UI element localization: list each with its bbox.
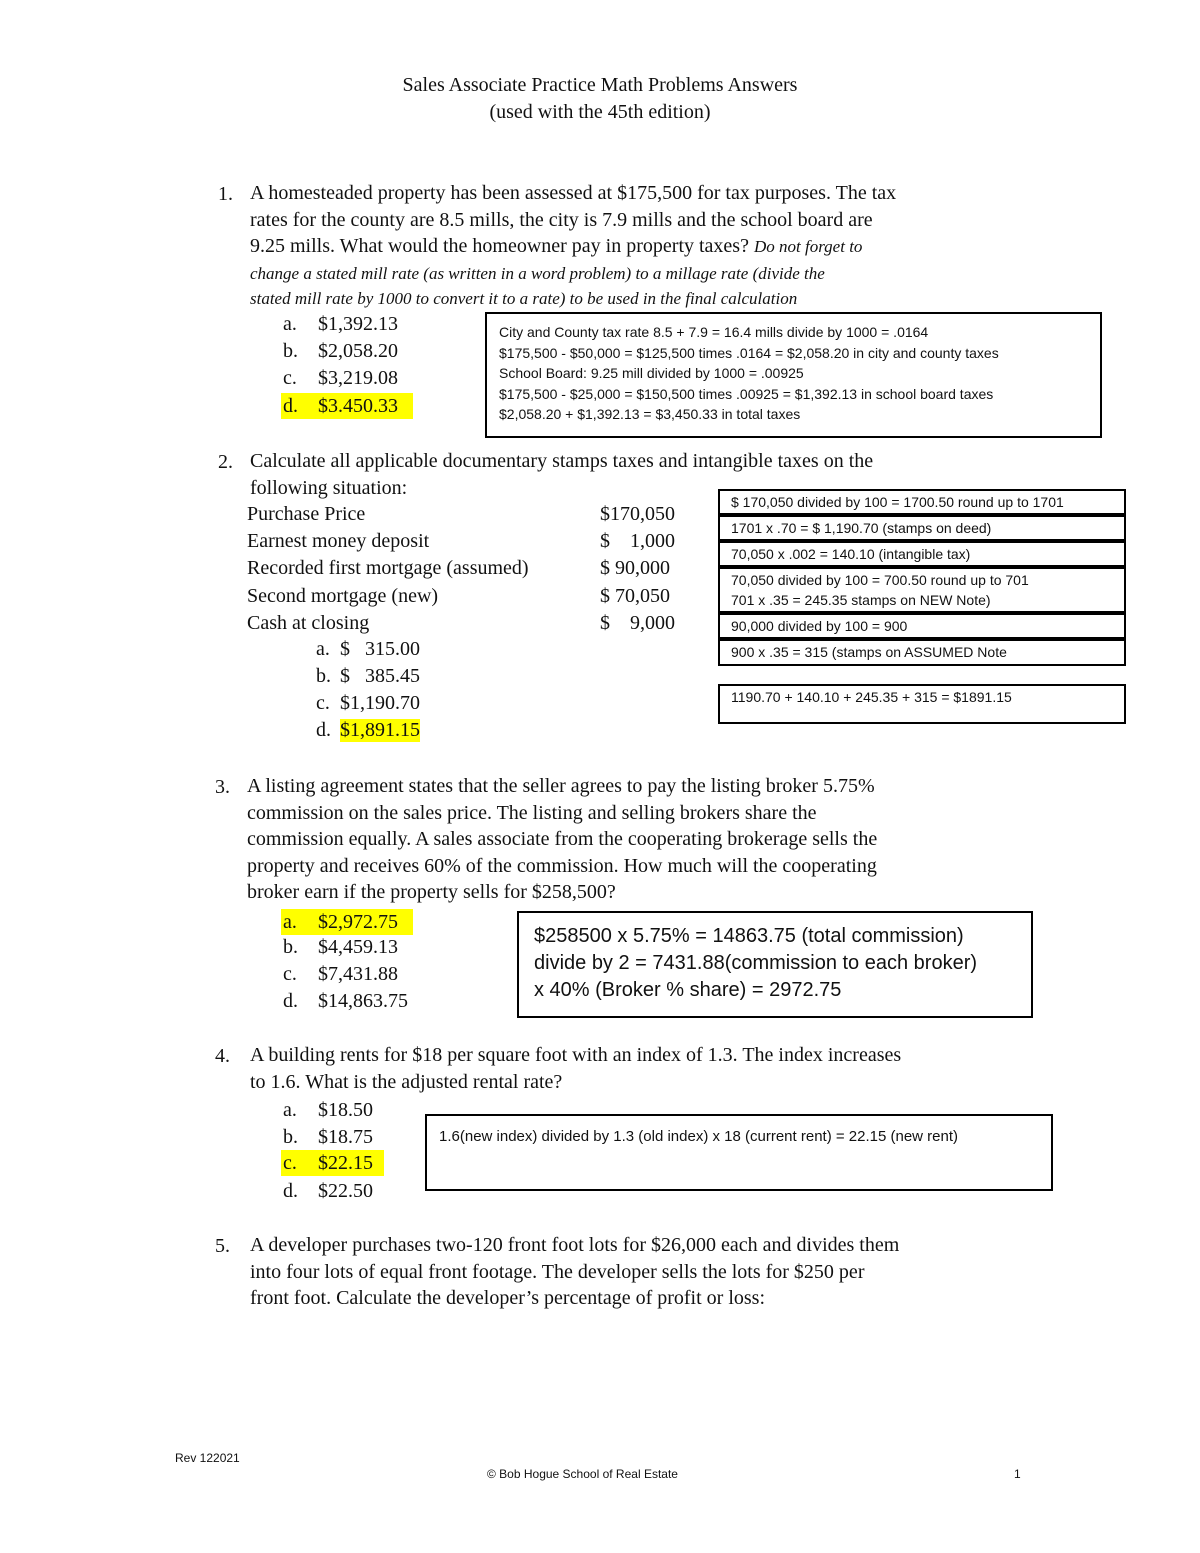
option-letter: c. [283,963,297,985]
option-value: $18.75 [318,1126,373,1148]
solution-line: $175,500 - $50,000 = $125,500 times .0164 = $2,058.20 in city and county taxes [499,344,999,361]
option-letter: c. [316,692,330,714]
solution-step: $ 170,050 divided by 100 = 1700.50 round up to 1701 [718,489,1126,515]
page-subtitle: (used with the 45th edition) [489,101,711,123]
question-1-text [250,180,896,260]
row-label: Purchase Price [247,503,366,525]
correct-answer-highlight: $1,891.15 [340,719,420,741]
copyright: © Bob Hogue School of Real Estate [487,1467,678,1481]
solution-line: School Board: 9.25 mill divided by 1000 = .00925 [499,365,804,381]
solution-line: City and County tax rate 8.5 + 7.9 = 16.4 mills divide by 1000 = .0164 [499,324,929,340]
option-letter: d. [283,990,298,1012]
option-value: $14,863.75 [318,990,408,1012]
option-letter: a. [316,638,330,660]
option-letter: a. [283,1099,297,1121]
solution-line: $175,500 - $25,000 = $150,500 times .00925 = $1,392.13 in school board taxes [499,385,994,402]
option-letter: a. [283,911,297,933]
row-amount: $170,050 [600,503,675,525]
solution-step: 90,000 divided by 100 = 900 [718,613,1126,639]
question-line: A homesteaded property has been assessed at $175,500 for tax purposes. The tax [250,182,897,204]
solution-step: 70,050 x .002 = 140.10 (intangible tax) [718,541,1126,567]
question-4-number: 4. [215,1045,230,1067]
question-line: rates for the county are 8.5 mills, the city is 7.9 mills and the school board are [250,208,873,231]
option-letter: d. [283,1180,298,1202]
worked-solution-box [485,312,1102,438]
option-letter: c. [283,1152,297,1174]
option-letter: c. [283,367,297,389]
question-line: commission equally. A sales associate from the cooperating brokerage sells the [247,828,878,850]
option-letter: b. [316,665,331,687]
question-5-number: 5. [215,1235,230,1257]
solution-step: 900 x .35 = 315 (stamps on ASSUMED Note [718,639,1126,666]
page-title: Sales Associate Practice Math Problems Answers [402,74,798,96]
question-line: A building rents for $18 per square foot with an index of 1.3. The index increases [250,1044,902,1066]
option-value: $22.50 [318,1180,373,1202]
correct-answer-highlight [281,909,413,935]
row-label: Second mortgage (new) [247,585,439,607]
question-4-text [250,1042,901,1095]
worked-solution-box [425,1114,1053,1191]
question-line: commission on the sales price. The listing and selling brokers share the [247,801,817,824]
question-3-number: 3. [215,776,230,798]
page-number: 1 [1014,1467,1021,1481]
row-amount: $ 70,050 [600,585,670,607]
question-line: broker earn if the property sells for $258,500? [247,881,616,903]
option-value: $2,058.20 [318,340,398,362]
question-line: A developer purchases two-120 front foot lots for $26,000 each and divides them [250,1234,900,1256]
question-line: into four lots of equal front footage. The developer sells the lots for $250 per [250,1260,865,1283]
solution-step: 1701 x .70 = $ 1,190.70 (stamps on deed) [718,515,1126,541]
question-line: to 1.6. What is the adjusted rental rate? [250,1070,563,1093]
question-line: Calculate all applicable documentary stamps taxes and intangible taxes on the [250,450,874,472]
question-5-text [250,1232,899,1312]
option-letter: a. [283,313,297,335]
option-value: $22.15 [318,1152,373,1174]
question-3-text [247,773,877,906]
solution-line: 1.6(new index) divided by 1.3 (old index) x 18 (current rent) = 22.15 (new rent) [439,1128,959,1145]
solution-line: divide by 2 = 7431.88(commission to each broker) [534,952,978,974]
revision-label: Rev 122021 [175,1451,240,1465]
question-line: 9.25 mills. What would the homeowner pay in property taxes? Do not forget to [250,235,863,257]
row-amount: $ 90,000 [600,557,670,579]
solution-total: 1190.70 + 140.10 + 245.35 + 315 = $1891.15 [718,684,1126,724]
option-letter: d. [283,395,298,417]
option-value: $3.450.33 [318,395,398,417]
option-value: $ 315.00 [340,638,420,660]
correct-answer-highlight [281,1150,384,1176]
question-line: following situation: [250,476,408,499]
option-value: $7,431.88 [318,963,398,985]
option-value: $1,392.13 [318,313,398,335]
tip-text: Do not forget to [753,237,863,256]
tip-line: stated mill rate by 1000 to convert it to a rate) to be used in the final calculation [250,289,798,308]
row-amount: $ 1,000 [600,530,675,552]
row-label: Earnest money deposit [247,530,430,552]
option-value: $3,219.08 [318,367,398,389]
option-letter: b. [283,340,298,362]
tip-line: change a stated mill rate (as written in a word problem) to a millage rate (divide the [250,264,825,283]
row-amount: $ 9,000 [600,612,675,634]
question-line: A listing agreement states that the seller agrees to pay the listing broker 5.75% [247,775,875,797]
correct-answer-highlight [281,393,413,419]
question-2-number: 2. [218,451,233,473]
option-letter: b. [283,1126,298,1148]
option-letter: b. [283,936,298,958]
question-1-tip [250,261,825,311]
option-value: $ 385.45 [340,665,420,687]
solution-line: $2,058.20 + $1,392.13 = $3,450.33 in total taxes [499,406,801,422]
solution-line: 70,050 divided by 100 = 700.50 round up to 701 [731,572,1029,588]
solution-line: x 40% (Broker % share) = 2972.75 [534,979,842,1001]
question-line: front foot. Calculate the developer’s percentage of profit or loss: [250,1287,766,1309]
solution-line: $258500 x 5.75% = 14863.75 (total commission) [534,925,964,947]
option-value: $1,190.70 [340,692,420,714]
question-line: property and receives 60% of the commission. How much will the cooperating [247,854,877,877]
option-value: $2,972.75 [318,911,398,933]
row-label: Cash at closing [247,612,370,634]
worked-solution-box [517,911,1033,1018]
row-label: Recorded first mortgage (assumed) [247,557,529,579]
question-1-number: 1. [218,183,233,205]
solution-step [718,567,1126,613]
option-value: $4,459.13 [318,936,398,958]
solution-line: 701 x .35 = 245.35 stamps on NEW Note) [731,592,991,608]
option-value: $18.50 [318,1099,373,1121]
option-letter: d. [316,719,331,741]
